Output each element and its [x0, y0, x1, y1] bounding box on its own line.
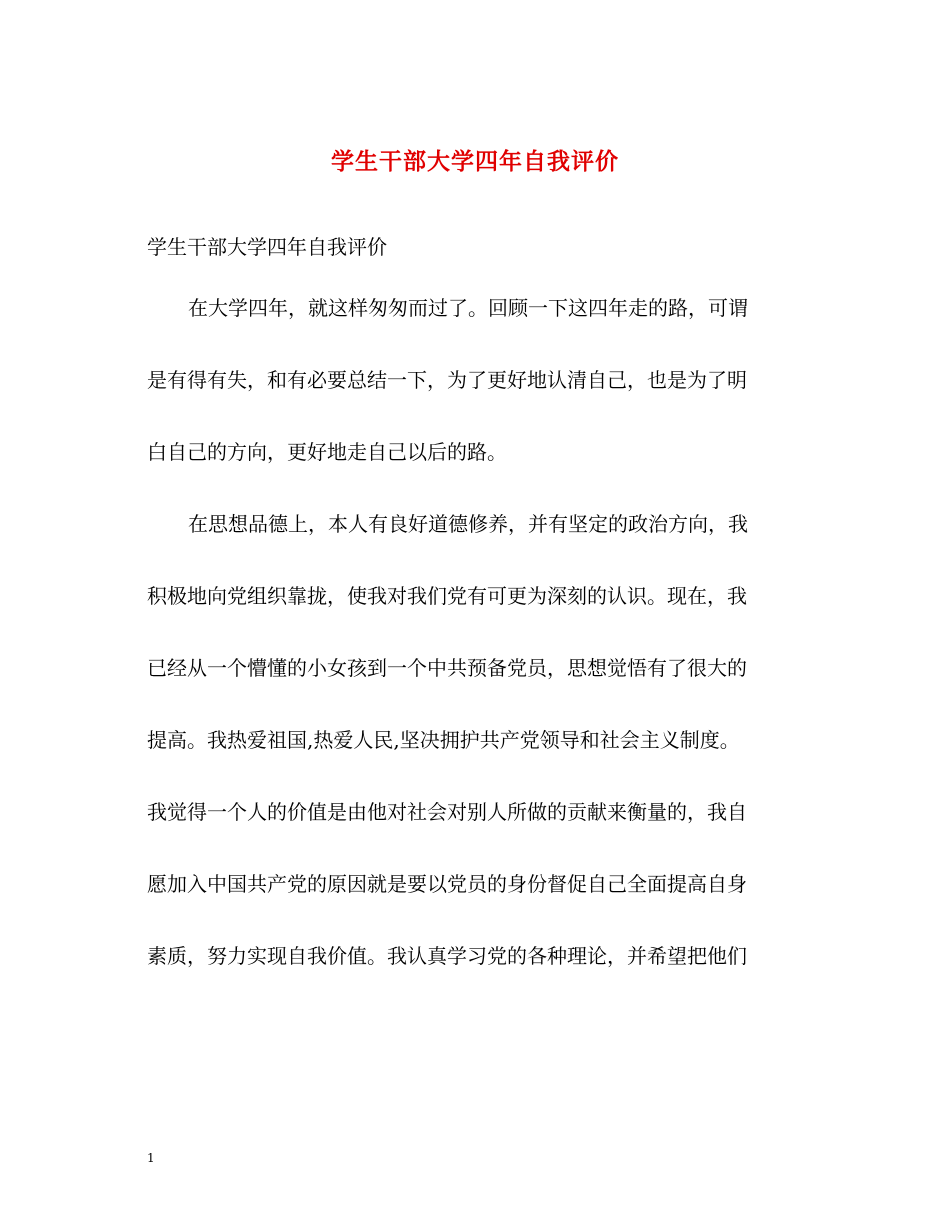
paragraph-line: 我觉得一个人的价值是由他对社会对别人所做的贡献来衡量的，我自 — [147, 800, 747, 824]
paragraph-line: 是有得有失，和有必要总结一下，为了更好地认清自己，也是为了明 — [147, 368, 747, 392]
paragraph-line: 愿加入中国共产党的原因就是要以党员的身份督促自己全面提高自身 — [147, 872, 747, 896]
paragraph-2 — [147, 502, 803, 1006]
paragraph-line: 白自己的方向，更好地走自己以后的路。 — [147, 440, 507, 464]
document-body — [147, 286, 803, 1006]
paragraph-line: 在大学四年，就这样匆匆而过了。回顾一下这四年走的路，可谓 — [188, 296, 748, 320]
paragraph-line: 提高。我热爱祖国,热爱人民,坚决拥护共产党领导和社会主义制度。 — [147, 728, 740, 752]
paragraph-line: 已经从一个懵懂的小女孩到一个中共预备党员，思想觉悟有了很大的 — [147, 656, 747, 680]
paragraph-line: 素质，努力实现自我价值。我认真学习党的各种理论，并希望把他们 — [147, 944, 747, 968]
document-subtitle: 学生干部大学四年自我评价 — [147, 235, 387, 259]
document-title: 学生干部大学四年自我评价 — [331, 148, 619, 175]
paragraph-line: 在思想品德上，本人有良好道德修养，并有坚定的政治方向，我 — [188, 512, 748, 536]
page-number: 1 — [147, 1151, 155, 1165]
paragraph-1 — [147, 286, 803, 502]
paragraph-line: 积极地向党组织靠拢，使我对我们党有可更为深刻的认识。现在，我 — [147, 584, 747, 608]
